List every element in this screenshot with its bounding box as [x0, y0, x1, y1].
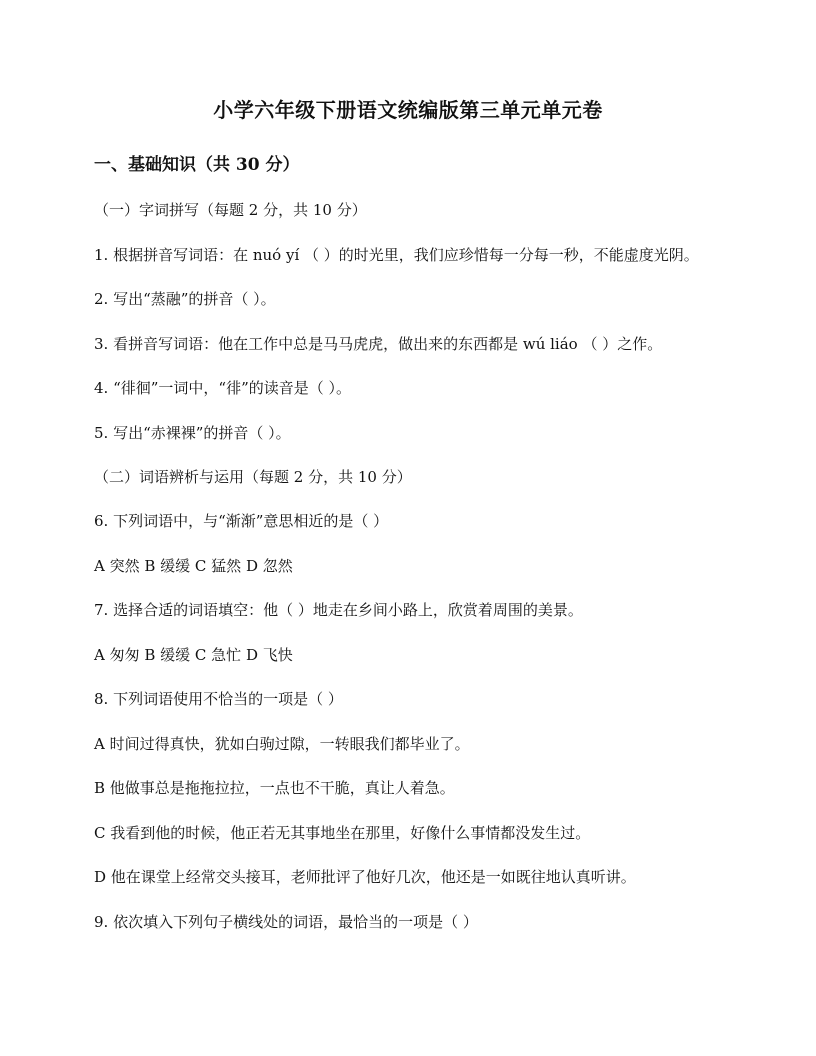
question-8-option-b: B 他做事总是拖拖拉拉，一点也不干脆，真让人着急。 — [94, 779, 455, 797]
question-8-option-c: C 我看到他的时候，他正若无其事地坐在那里，好像什么事情都没发生过。 — [94, 824, 591, 842]
section-heading-basic-knowledge: 一、基础知识（共 30 分） — [94, 155, 300, 175]
question-8-option-d: D 他在课堂上经常交头接耳，老师批评了他好几次，他还是一如既往地认真听讲。 — [94, 868, 636, 886]
page-title: 小学六年级下册语文统编版第三单元单元卷 — [213, 98, 603, 122]
question-9: 9. 依次填入下列句子横线处的词语，最恰当的一项是（ ） — [94, 913, 478, 931]
sub-heading-spelling: （一）字词拼写（每题 2 分，共 10 分） — [94, 201, 367, 219]
question-1: 1. 根据拼音写词语：在 nuó yí （ ）的时光里，我们应珍惜每一分每一秒，不能虚度光阴。 — [94, 246, 699, 264]
question-7-options: A 匆匆 B 缓缓 C 急忙 D 飞快 — [94, 646, 293, 664]
question-8: 8. 下列词语使用不恰当的一项是（ ） — [94, 690, 343, 708]
question-7: 7. 选择合适的词语填空：他（ ）地走在乡间小路上，欣赏着周围的美景。 — [94, 601, 583, 619]
sub-heading-word-analysis: （二）词语辨析与运用（每题 2 分，共 10 分） — [94, 468, 412, 486]
question-6-options: A 突然 B 缓缓 C 猛然 D 忽然 — [94, 557, 293, 575]
question-5: 5. 写出“赤裸裸”的拼音（ ）。 — [94, 424, 291, 442]
question-3: 3. 看拼音写词语：他在工作中总是马马虎虎，做出来的东西都是 wú liáo （ ）之作。 — [94, 335, 663, 353]
question-2: 2. 写出“蒸融”的拼音（ ）。 — [94, 290, 276, 308]
question-4: 4. “徘徊”一词中，“徘”的读音是（ ）。 — [94, 379, 352, 397]
question-6: 6. 下列词语中，与“渐渐”意思相近的是（ ） — [94, 512, 389, 530]
question-8-option-a: A 时间过得真快，犹如白驹过隙，一转眼我们都毕业了。 — [94, 735, 470, 753]
